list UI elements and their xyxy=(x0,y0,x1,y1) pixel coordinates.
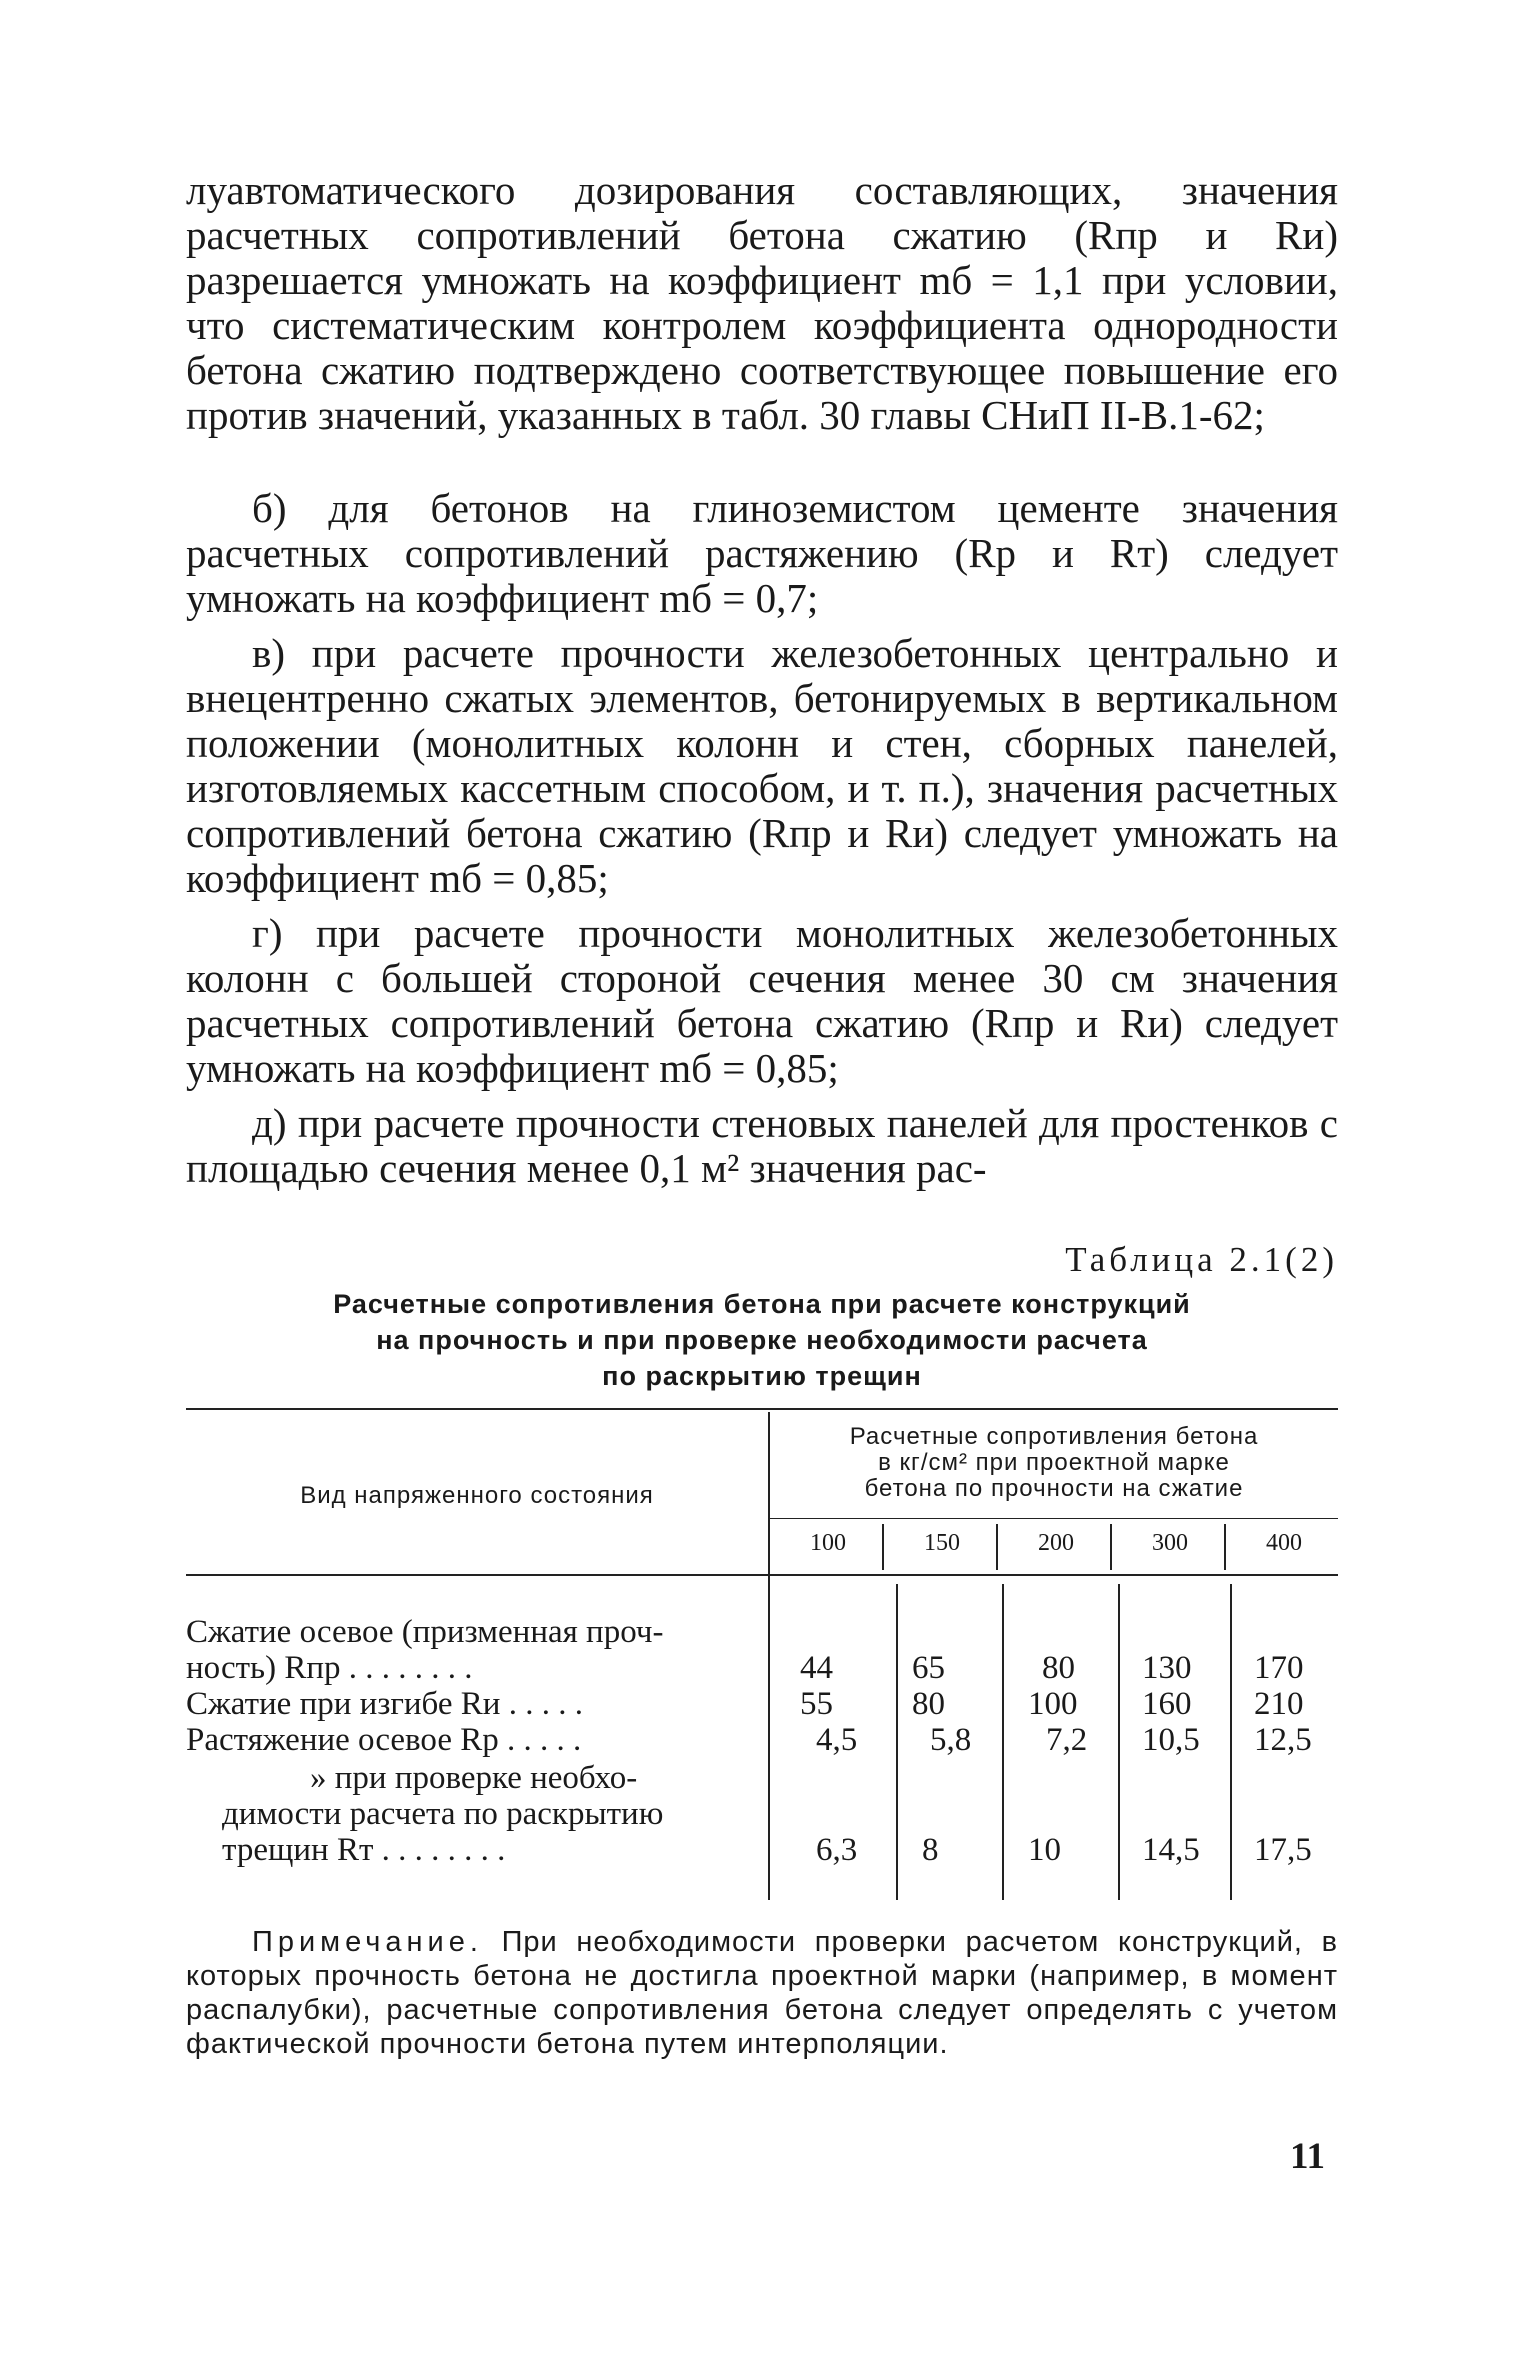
row-label-line: трещин Rт . . . . . . . . xyxy=(222,1832,506,1868)
table-caption-line-2: на прочность и при проверке необходимости расчета xyxy=(376,1325,1148,1355)
resistance-table xyxy=(186,1408,1338,1908)
body-text xyxy=(186,168,1338,1191)
cell-r1-c1: 44 xyxy=(800,1650,833,1686)
page-number: 11 xyxy=(1290,2136,1325,2177)
grade-150: 150 xyxy=(924,1530,960,1556)
table-caption-line-1: Расчетные сопротивления бетона при расчете конструкций xyxy=(333,1289,1191,1319)
grade-200: 200 xyxy=(1038,1530,1074,1556)
cell-r2-c1: 55 xyxy=(800,1686,833,1722)
cell-r1-c4: 130 xyxy=(1142,1650,1192,1686)
table-caption xyxy=(186,1286,1338,1394)
table-note xyxy=(186,1925,1338,2061)
paragraph-continuation: луавтоматического дозирования составляющих, значения расчетных сопротивлений бетона сжатию (Rпр и Rи) разрешается умножать на коэффициент mб = 1,1 при условии, что систематическим контролем коэффициента однородности бетона сжатию подтверждено соответствующее повышение его против значений, указанных в табл. 30 главы СНиП II-В.1-62; xyxy=(186,167,1338,438)
table-top-rule xyxy=(186,1408,1338,1410)
table-caption-line-3: по раскрытию трещин xyxy=(602,1361,922,1391)
cell-r2-c3: 100 xyxy=(1028,1686,1078,1722)
cell-r3-c5: 12,5 xyxy=(1254,1722,1312,1758)
paragraph-b: б) для бетонов на глиноземистом цементе значения расчетных сопротивлений растяжению (Rр и Rт) следует умножать на коэффициент mб = 0,7; xyxy=(186,485,1338,621)
header-resistance xyxy=(770,1424,1338,1502)
cell-r2-c4: 160 xyxy=(1142,1686,1192,1722)
cell-r1-c5: 170 xyxy=(1254,1650,1304,1686)
paragraph-v: в) при расчете прочности железобетонных центрально и внецентренно сжатых элементов, бетонируемых в вертикальном положении (монолитных колонн и стен, сборных панелей, изготовляемых кассетным способом, и т. п.), значения расчетных сопротивлений бетона сжатию (Rпр и Rи) следует умножать на коэффициент mб = 0,85; xyxy=(186,630,1338,901)
paragraph-d: д) при расчете прочности стеновых панелей для простенков с площадью сечения менее 0,1 м² значения рас- xyxy=(186,1100,1338,1191)
cell-r3-c1: 4,5 xyxy=(816,1722,858,1758)
grade-100: 100 xyxy=(810,1530,846,1556)
row-label-bending-compression: Сжатие при изгибе Rи . . . . . xyxy=(186,1686,583,1722)
cell-r3-c4: 10,5 xyxy=(1142,1722,1200,1758)
header-resistance-line-1: Расчетные сопротивления бетона xyxy=(849,1423,1259,1450)
paragraph-g: г) при расчете прочности монолитных железобетонных колонн с большей стороной сечения менее 30 см значения расчетных сопротивлений бетона сжатию (Rпр и Rи) следует умножать на коэффициент mб = 0,85; xyxy=(186,910,1338,1091)
cell-r1-c2: 65 xyxy=(912,1650,945,1686)
table-number: Таблица 2.1(2) xyxy=(1065,1240,1338,1279)
header-state-type: Вид напряженного состояния xyxy=(300,1482,654,1509)
row-label-crack-check xyxy=(186,1760,766,1868)
cell-r4-c4: 14,5 xyxy=(1142,1832,1200,1868)
cell-r2-c2: 80 xyxy=(912,1686,945,1722)
row-label-line: » при проверке необхо- xyxy=(310,1760,638,1796)
cell-r4-c1: 6,3 xyxy=(816,1832,858,1868)
cell-r1-c3: 80 xyxy=(1042,1650,1075,1686)
cell-r4-c2: 8 xyxy=(922,1832,939,1868)
row-label-line: димости расчета по раскрытию xyxy=(222,1796,664,1832)
grade-400: 400 xyxy=(1266,1530,1302,1556)
note-text: При необходимости проверки расчетом конструкций, в которых прочность бетона не достигла проектной марки (например, в момент распалубки), расчетные сопротивления бетона следует определять с учетом фактической прочности бетона путем интерполяции. xyxy=(186,1926,1338,2060)
header-bottom-rule xyxy=(186,1574,1338,1576)
cell-r3-c2: 5,8 xyxy=(930,1722,972,1758)
header-sub-rule xyxy=(770,1518,1338,1519)
cell-r2-c5: 210 xyxy=(1254,1686,1304,1722)
note-heading: Примечание. xyxy=(252,1926,483,1958)
row-label-line: ность) Rпр . . . . . . . . xyxy=(186,1650,473,1686)
cell-r3-c3: 7,2 xyxy=(1046,1722,1088,1758)
row-label-axial-compression xyxy=(186,1614,766,1686)
row-label-axial-tension: Растяжение осевое Rр . . . . . xyxy=(186,1722,582,1758)
cell-r4-c3: 10 xyxy=(1028,1832,1061,1868)
cell-r4-c5: 17,5 xyxy=(1254,1832,1312,1868)
row-label-line: Сжатие осевое (призменная проч- xyxy=(186,1614,664,1650)
header-resistance-line-3: бетона по прочности на сжатие xyxy=(864,1475,1244,1502)
header-resistance-line-2: в кг/см² при проектной марке xyxy=(878,1449,1230,1476)
grade-300: 300 xyxy=(1152,1530,1188,1556)
